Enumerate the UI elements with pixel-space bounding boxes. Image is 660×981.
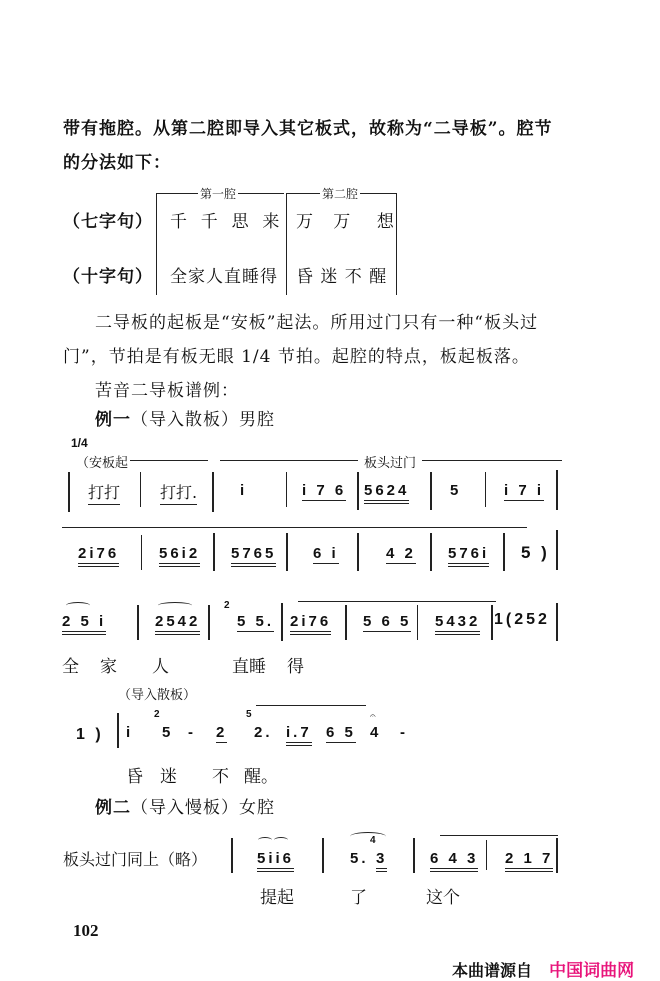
body-line-3: 苦音二导板谱例：: [95, 381, 239, 401]
lyric-r4-2: 迷: [160, 767, 177, 787]
bantou-label: 板头过门: [364, 456, 417, 471]
row-label-ten: （十字句）: [63, 267, 153, 287]
example1-title-bold: 例一: [95, 410, 131, 430]
note-r3-5: 5 6 5: [363, 613, 412, 630]
time-signature: 1/4: [71, 436, 88, 450]
grace-note-r4-2: 5: [246, 709, 252, 720]
ex2-note-5: 2 1 7: [505, 850, 553, 872]
note-r4-3: -: [188, 724, 196, 741]
lyric-r4-1: 昏: [126, 767, 143, 787]
note-r2-3: 5765: [231, 545, 276, 567]
grace-note-r4-1: 2: [154, 709, 160, 720]
example2-title-rest: （导入慢板）女腔: [131, 798, 275, 818]
note-r2-7: 5 ): [521, 543, 550, 562]
sanban-label: （导入散板）: [118, 688, 197, 703]
lyric-r3-5: 得: [287, 657, 304, 677]
intro-line-2: 的分法如下：: [63, 153, 171, 173]
lyric-r4-4: 醒。: [244, 767, 278, 787]
note-r3-3: 5 5.: [237, 613, 275, 630]
note-r3-6: 5432: [435, 613, 480, 635]
watermark: [452, 956, 634, 981]
note-r4-8: 4: [370, 724, 382, 741]
note-r1-3: i: [240, 482, 248, 499]
note-r2-1: 2i76: [78, 545, 119, 567]
note-r2-4: 6 i: [313, 545, 339, 562]
note-r1-5: 5624: [364, 482, 409, 504]
header-first-phrase: 第一腔: [200, 187, 237, 201]
page-number: 102: [73, 921, 99, 940]
row-seven-second: 万 万 想: [296, 212, 395, 232]
example2-prefix: 板头过门同上（略）: [63, 850, 208, 869]
ex2-note-3: 3: [376, 850, 387, 872]
header-second-phrase: 第二腔: [322, 187, 359, 201]
ex2-note-2: 5.: [350, 850, 369, 867]
note-r1-1: 打打: [88, 480, 120, 505]
fermata-icon: 𝄐: [370, 711, 376, 722]
note-r4-5: 2.: [254, 724, 273, 741]
row-ten-second: 昏 迷 不 醒: [296, 267, 388, 287]
note-r3-1: 2 5 i: [62, 613, 106, 635]
note-r1-2: 打打.: [160, 480, 197, 505]
row4-prefix: 1 ): [76, 726, 104, 743]
note-r4-4: 2: [216, 724, 228, 741]
lyric-r3-4: 直睡: [232, 657, 266, 677]
ex2-grace-note: 4: [370, 835, 376, 846]
note-r1-4: i 7 6: [302, 482, 347, 499]
ex2-lyric-2: 了: [350, 888, 367, 908]
intro-line-1: 带有拖腔。从第二腔即导入其它板式，故称为“二导板”。腔节: [63, 119, 553, 139]
example2-title-bold: 例二: [95, 798, 131, 818]
example1-title-rest: （导入散板）男腔: [131, 410, 275, 430]
lyric-r3-1: 全: [62, 657, 79, 677]
note-r1-7: i 7 i: [504, 482, 545, 499]
lyric-r4-3: 不: [212, 767, 229, 787]
anban-label: （安板起: [76, 456, 129, 471]
note-r4-1: i: [126, 724, 134, 741]
row-ten-first: 全家人直睡得: [170, 267, 278, 287]
body-line-1: 二导板的起板是“安板”起法。所用过门只有一种“板头过: [95, 313, 539, 333]
note-r4-6: i.7: [286, 724, 312, 746]
note-r4-9: -: [400, 724, 408, 741]
note-r1-6: 5: [450, 482, 462, 499]
note-r4-7: 6 5: [326, 724, 356, 741]
row-label-seven: （七字句）: [63, 212, 153, 232]
watermark-source-label: 本曲谱源自: [452, 961, 533, 980]
ex2-note-4: 6 4 3: [430, 850, 478, 872]
grace-note-r3: 2: [224, 600, 230, 611]
note-r4-2: 5: [162, 724, 174, 741]
row-seven-first: 千 千 思 来: [170, 212, 281, 232]
body-line-2: 门”，节拍是有板无眼 1/4 节拍。起腔的特点，板起板落。: [63, 347, 530, 367]
example1-title: [95, 403, 275, 437]
ex2-lyric-1: 提起: [260, 888, 294, 908]
example2-title: [95, 791, 275, 825]
note-r3-7: 1(252: [494, 611, 550, 628]
note-r3-4: 2i76: [290, 613, 331, 635]
watermark-site-name[interactable]: 中国词曲网: [549, 961, 635, 981]
ex2-lyric-3: 这个: [426, 888, 460, 908]
note-r2-5: 4 2: [386, 545, 416, 562]
lyric-r3-2: 家: [100, 657, 117, 677]
note-r2-6: 576i: [448, 545, 489, 567]
ex2-note-1: 5ii6: [257, 850, 294, 872]
lyric-r3-3: 人: [152, 657, 169, 677]
note-r2-2: 56i2: [159, 545, 200, 567]
note-r3-2: 2542: [155, 613, 200, 635]
